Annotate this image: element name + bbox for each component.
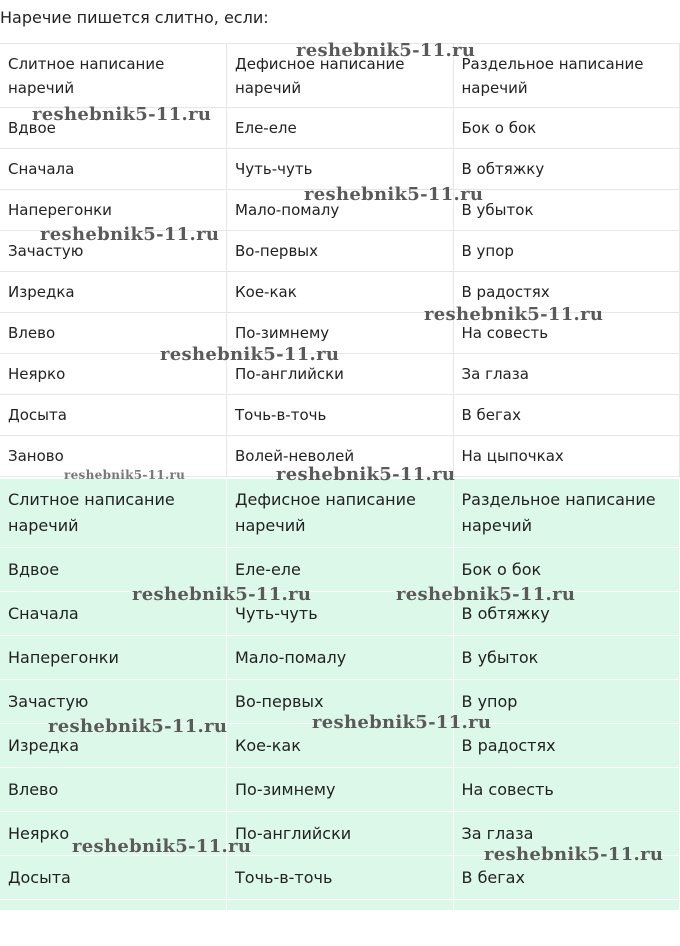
table-cell: Волей-неволей	[227, 436, 454, 477]
watermark: reshebnik5-11.ru	[396, 584, 576, 605]
table-cell: Точь-в-точь	[227, 395, 454, 436]
table-cell: Еле-еле	[227, 548, 454, 592]
table-cell: Наперегонки	[0, 636, 227, 680]
header-cell: Слитное написание наречий	[0, 479, 227, 548]
table-cell: В радостях	[453, 272, 680, 313]
table-cell: Изредка	[0, 272, 227, 313]
page-bottom	[0, 912, 680, 946]
table-cell: Кое-как	[227, 272, 454, 313]
watermark: reshebnik5-11.ru	[484, 844, 664, 865]
table-cell	[227, 900, 454, 911]
watermark: reshebnik5-11.ru	[304, 184, 484, 205]
table-cell: По-зимнему	[227, 313, 454, 354]
header-cell: Дефисное написание наречий	[227, 44, 454, 108]
table-cell: Мало-помалу	[227, 190, 454, 231]
table-cell: Досыта	[0, 395, 227, 436]
table-cell: Вдвое	[0, 548, 227, 592]
table-cell: Наперегонки	[0, 190, 227, 231]
table-cell: Неярко	[0, 354, 227, 395]
table-cell: В убыток	[453, 190, 680, 231]
table-cell: Сначала	[0, 149, 227, 190]
table-cell: На совесть	[453, 313, 680, 354]
table-cell: По-зимнему	[227, 768, 454, 812]
table-cell: Еле-еле	[227, 108, 454, 149]
watermark: reshebnik5-11.ru	[132, 584, 312, 605]
table-row	[0, 636, 680, 680]
table-cell: Бок о бок	[453, 108, 680, 149]
watermark: reshebnik5-11.ru	[312, 712, 492, 733]
table-cell	[453, 900, 680, 911]
table-cell: Бок о бок	[453, 548, 680, 592]
header-cell: Раздельное написание наречий	[453, 479, 680, 548]
table-cell: В бегах	[453, 395, 680, 436]
table-cell: В упор	[453, 231, 680, 272]
table-cell: Влево	[0, 768, 227, 812]
table-row	[0, 354, 680, 395]
table-cell: В убыток	[453, 636, 680, 680]
table-cell: По-английски	[227, 812, 454, 856]
table-cell: Зачастую	[0, 680, 227, 724]
table-cell: В обтяжку	[453, 592, 680, 636]
table-cell: Чуть-чуть	[227, 592, 454, 636]
table-cell: Точь-в-точь	[227, 856, 454, 900]
header-cell: Слитное написание наречий	[0, 44, 227, 108]
table-cell: Неярко	[0, 812, 227, 856]
table-cell: За глаза	[453, 812, 680, 856]
watermark: reshebnik5-11.ru	[48, 716, 228, 737]
table-cell: На совесть	[453, 768, 680, 812]
header-cell: Раздельное написание наречий	[453, 44, 680, 108]
table-row	[0, 768, 680, 812]
table-cell	[0, 900, 227, 911]
table-cell: Во-первых	[227, 231, 454, 272]
table-cell: В радостях	[453, 724, 680, 768]
watermark: reshebnik5-11.ru	[160, 344, 340, 365]
watermark: reshebnik5-11.ru	[276, 464, 456, 485]
table-cell: Досыта	[0, 856, 227, 900]
table-cell: Чуть-чуть	[227, 149, 454, 190]
table-cell: По-английски	[227, 354, 454, 395]
table-cell: Сначала	[0, 592, 227, 636]
table-cell: В бегах	[453, 856, 680, 900]
table-cell: Изредка	[0, 724, 227, 768]
table-cell: Мало-помалу	[227, 636, 454, 680]
table-cell: В упор	[453, 680, 680, 724]
table-cell: Заново	[0, 436, 227, 477]
intro-text: Наречие пишется слитно, если:	[0, 8, 269, 27]
table-cell: Зачастую	[0, 231, 227, 272]
table-cell: На цыпочках	[453, 436, 680, 477]
table-row	[0, 592, 680, 636]
table-cell: Вдвое	[0, 108, 227, 149]
table-cell: Кое-как	[227, 724, 454, 768]
table-row	[0, 395, 680, 436]
table-cell: Влево	[0, 313, 227, 354]
watermark: reshebnik5-11.ru	[424, 304, 604, 325]
watermark: reshebnik5-11.ru	[40, 224, 220, 245]
watermark: reshebnik5-11.ru	[32, 104, 212, 125]
watermark: reshebnik5-11.ru	[296, 40, 476, 61]
watermark: reshebnik5-11.ru	[64, 468, 186, 482]
watermark: reshebnik5-11.ru	[72, 836, 252, 857]
table-row	[0, 548, 680, 592]
table-row-cut	[0, 900, 680, 911]
table-cell: За глаза	[453, 354, 680, 395]
table-cell: Во-первых	[227, 680, 454, 724]
table-header-row	[0, 479, 680, 548]
header-cell: Дефисное написание наречий	[227, 479, 454, 548]
table-cell: В обтяжку	[453, 149, 680, 190]
